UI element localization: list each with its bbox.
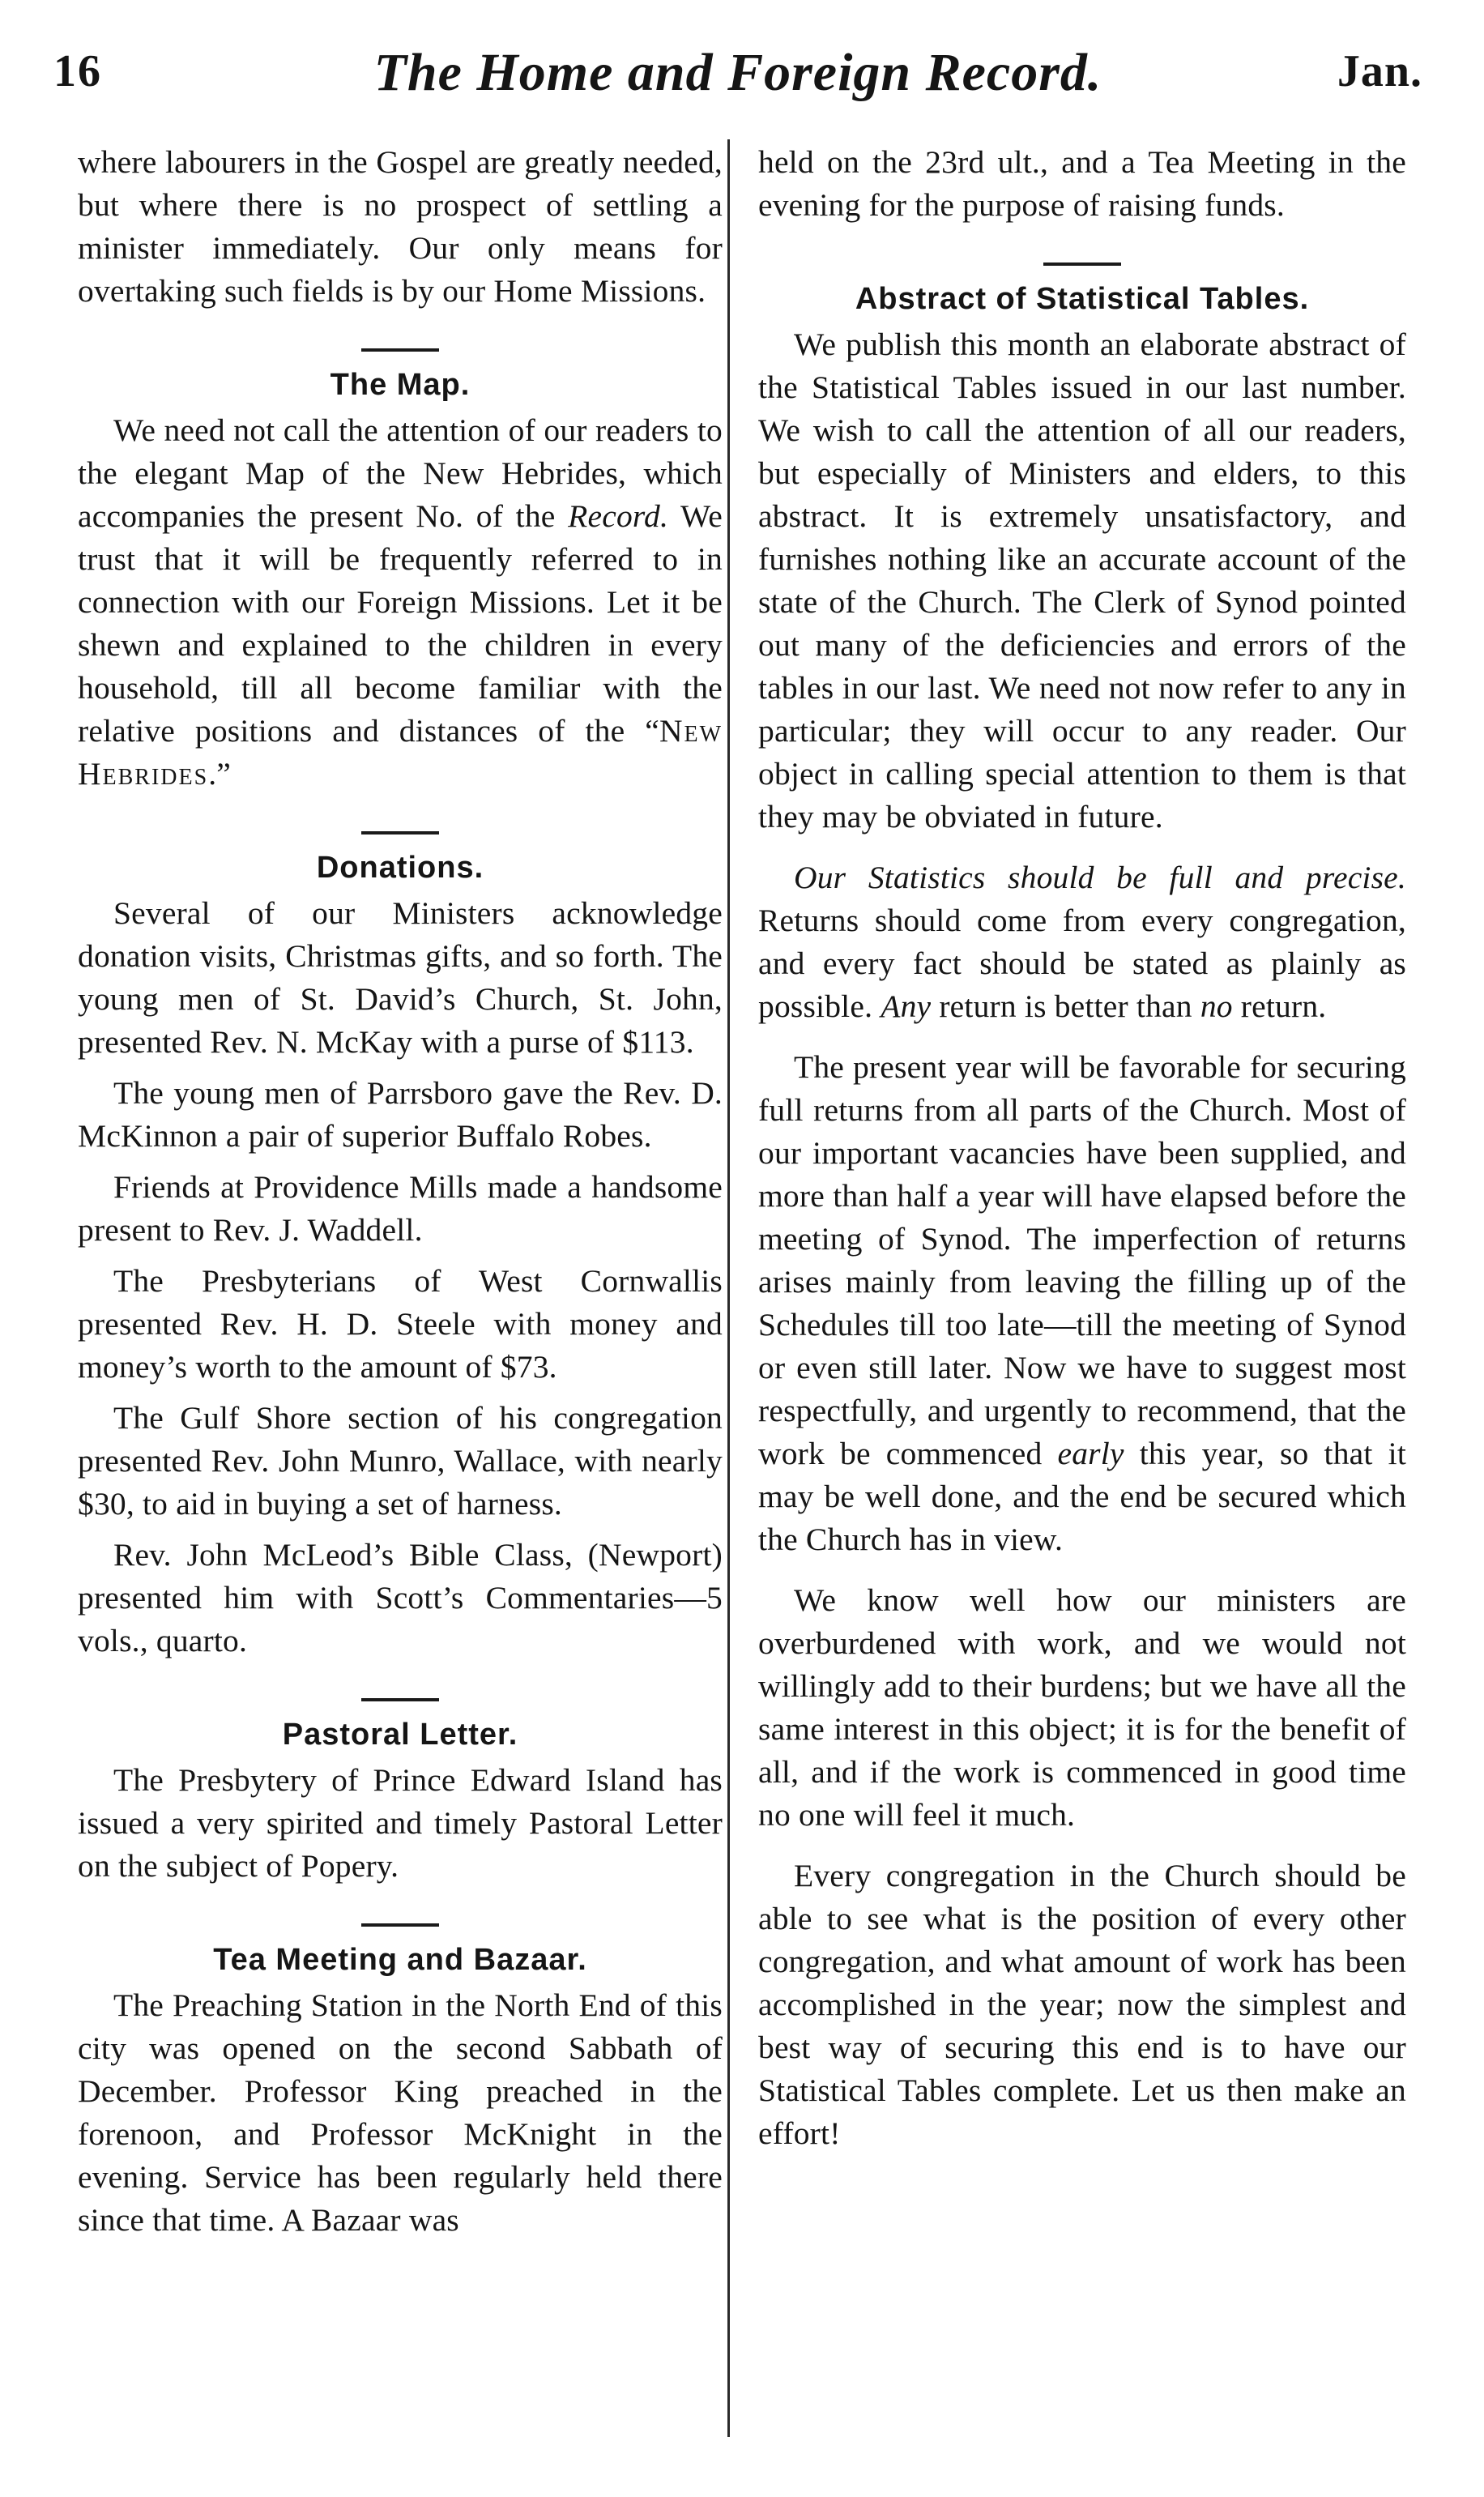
right-column: [758, 141, 1406, 2155]
donations-paragraph: Several of our Ministers acknowledge donation visits, Christmas gifts, and so forth. The young men of St. David’s Church, St. John, presented Rev. N. McKay with a purse of $113.: [78, 895, 723, 1060]
section-heading-abstract: Abstract of Statistical Tables.: [855, 282, 1310, 316]
donations-paragraph: The Presbyterians of West Cornwallis presented Rev. H. D. Steele with money and money’s worth to the amount of $73.: [78, 1263, 723, 1385]
abstract-paragraph: Every congregation in the Church should be able to see what is the position of every other congregation, and what amount of work has been accomplished in the year; now the simplest and best way of securing this end is to have our Statistical Tables complete. Let us then make an effort!: [758, 1858, 1406, 2151]
continuation-paragraph: held on the 23rd ult., and a Tea Meeting in the evening for the purpose of raising funds.: [758, 144, 1406, 223]
section-divider: [361, 1923, 439, 1927]
page-number: 16: [53, 46, 102, 96]
column-rule: [727, 139, 730, 2437]
abstract-paragraph: We publish this month an elaborate abstract of the Statistical Tables issued in our last number. We wish to call the attention of all our readers, but especially of Ministers and elders, to this abstract. It is extremely unsatisfactory, and furnishes nothing like an accurate account of the state of the Church. The Clerk of Synod pointed out many of the deficiencies and errors of the tables in our last. We need not now refer to any in particular; they will occur to any reader. Our object in calling special attention to them is that they may be obviated in future.: [758, 327, 1406, 834]
pastoral-letter-paragraph: The Presbytery of Prince Edward Island has issued a very spirited and timely Pastoral Letter on the subject of Popery.: [78, 1762, 723, 1884]
map-paragraph: We need not call the attention of our readers to the elegant Map of the New Hebrides, which accompanies the present No. of the Record. We trust that it will be frequently referred to in connection with our Foreign Missions. Let it be shewn and explained to the children in every household, till all become familiar with the relative positions and distances of the “New Hebrides.”: [78, 412, 723, 792]
section-divider: [361, 348, 439, 352]
section-heading-tea-meeting: Tea Meeting and Bazaar.: [213, 1943, 587, 1977]
section-heading-donations: Donations.: [316, 851, 484, 885]
tea-meeting-paragraph: The Preaching Station in the North End of this city was opened on the second Sabbath of December. Professor King preached in the forenoon, and Professor McKnight in the evening. Service has been regularly held there since that time. A Bazaar was: [78, 1987, 723, 2238]
intro-paragraph: where labourers in the Gospel are greatly needed, but where there is no prospect of settling a minister immediately. Our only means for overtaking such fields is by our Home Missions.: [78, 144, 723, 309]
section-divider: [1043, 263, 1121, 266]
donations-paragraph: Rev. John McLeod’s Bible Class, (Newport) presented him with Scott’s Commentaries—5 vols., quarto.: [78, 1537, 723, 1658]
donations-paragraph: The Gulf Shore section of his congregation presented Rev. John Munro, Wallace, with nearly $30, to aid in buying a set of harness.: [78, 1400, 723, 1522]
abstract-paragraph: The present year will be favorable for securing full returns from all parts of the Church. Most of our important vacancies have been supplied, and more than half a year will have elapsed before the meeting of Synod. The imperfection of returns arises mainly from leaving the filling up of the Schedules till too late—till the meeting of Synod or even still later. Now we have to suggest most respectfully, and urgently to recommend, that the work be commenced early this year, so that it may be well done, and the end be secured which the Church has in view.: [758, 1049, 1406, 1557]
record-italic: Record.: [568, 498, 669, 534]
abstract-paragraph: We know well how our ministers are overburdened with work, and we would not willingly add to their burdens; but we have all the same interest in this object; it is for the benefit of all, and if the work is commenced in good time no one will feel it much.: [758, 1582, 1406, 1833]
section-divider: [361, 831, 439, 834]
journal-title: The Home and Foreign Record.: [373, 43, 1102, 102]
section-divider: [361, 1698, 439, 1701]
section-heading-pastoral-letter: Pastoral Letter.: [282, 1718, 518, 1752]
running-head: [53, 42, 1422, 110]
abstract-paragraph: Our Statistics should be full and precise. Returns should come from every congregation, and every fact should be stated as plainly as possible. Any return is better than no return.: [758, 860, 1406, 1024]
left-column: [78, 141, 723, 2242]
donations-paragraph: The young men of Parrsboro gave the Rev. D. McKinnon a pair of superior Buffalo Robes.: [78, 1075, 723, 1154]
issue-month: Jan.: [1337, 46, 1422, 96]
donations-paragraph: Friends at Providence Mills made a handsome present to Rev. J. Waddell.: [78, 1169, 723, 1248]
section-heading-the-map: The Map.: [330, 368, 471, 402]
new-hebrides-smallcaps: New Hebrides: [78, 713, 723, 792]
